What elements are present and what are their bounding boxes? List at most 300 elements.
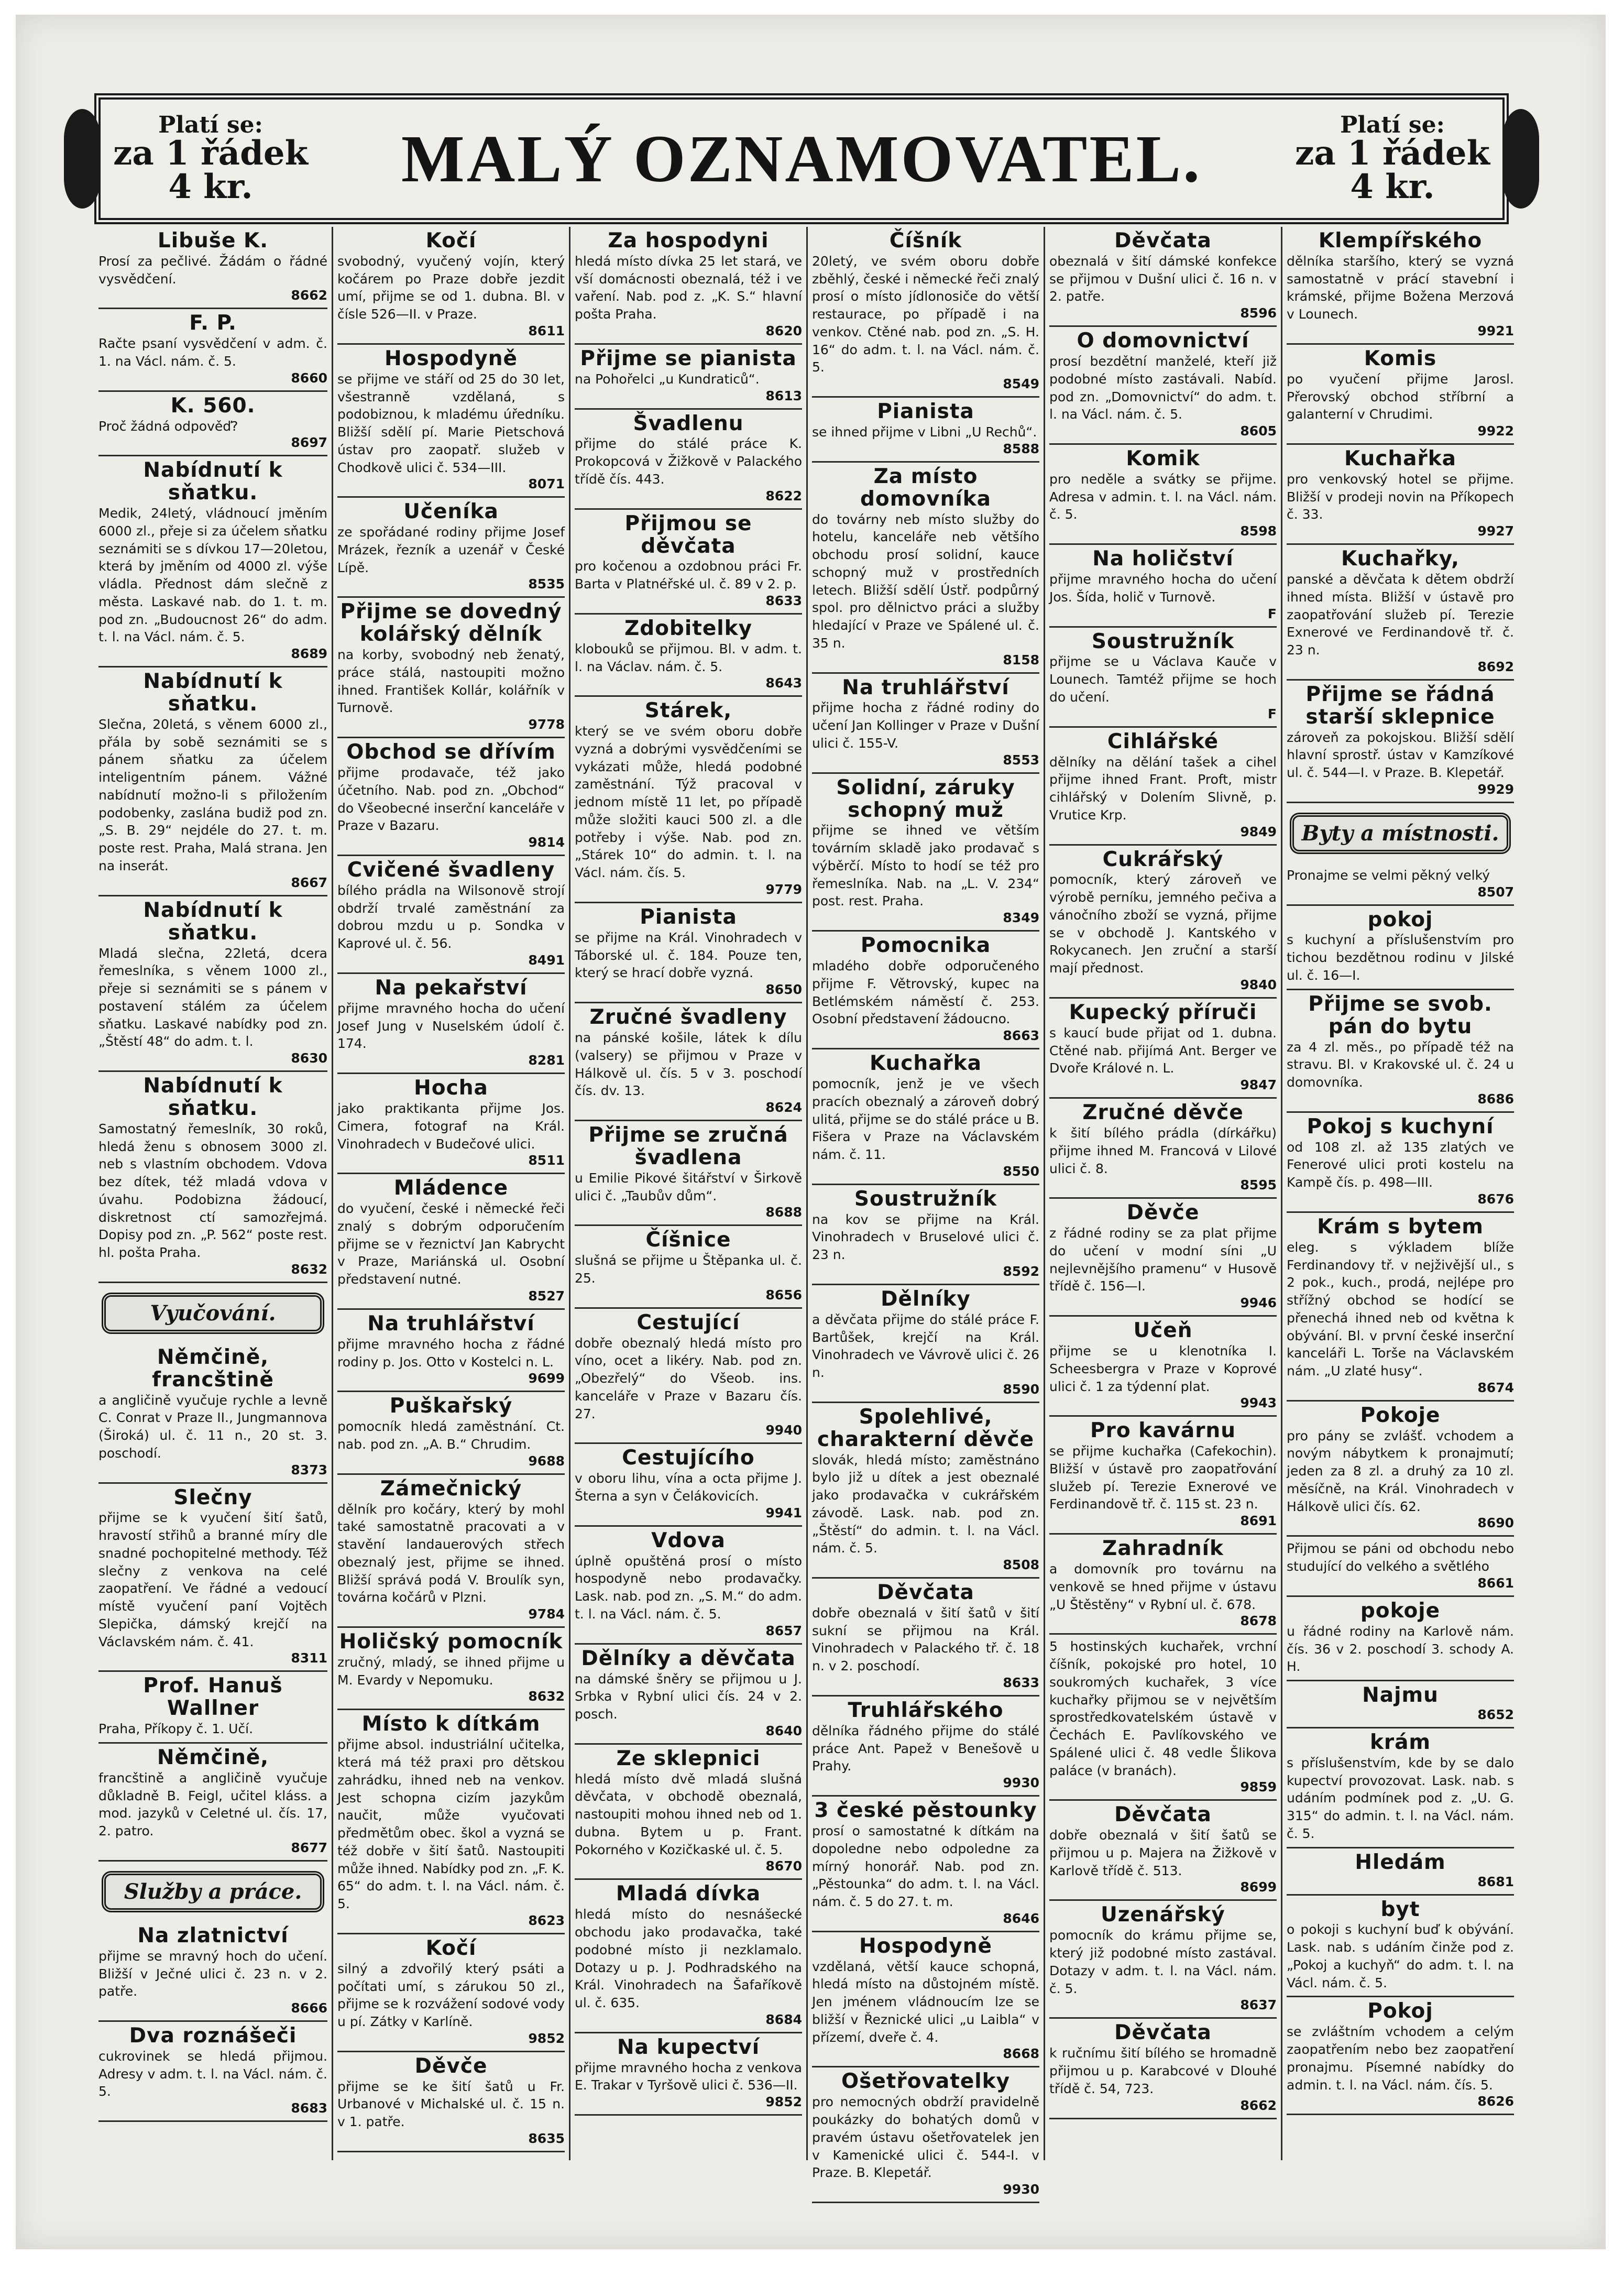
ad-heading: Děvčata (1114, 2021, 1212, 2045)
ad-number: 8622 (765, 488, 802, 504)
ad-text: Přijmou se páni od obchodu nebo studující do velkého a světlého (1287, 1541, 1514, 1574)
ad-heading: Němčině, francštině (152, 1345, 274, 1392)
ad-number: 8632 (528, 1689, 565, 1704)
classified-ad (1049, 545, 1277, 627)
ad-text: úplně opuštěná prosí o místo hospodyně nebo prodavačky. Lask. nab. pod zn. „S. M.“ do adm. t. l. na Václ. nám. č. 5. (575, 1553, 802, 1622)
classified-ad (98, 309, 327, 391)
ad-number: 8630 (291, 1051, 327, 1066)
ad-number: 8349 (1003, 910, 1039, 926)
classified-ad (812, 1932, 1039, 2068)
ad-text: k šití bílého prádla (dírkářku) přijme ihned M. Francová v Lilové ulici č. 8. (1049, 1125, 1277, 1176)
ad-text: mladého dobře odporučeného přijme F. Větrovský, kupec na Betlémském náměstí č. 253. Osobní představení žádoucno. (812, 958, 1039, 1027)
ad-number: 8511 (528, 1153, 565, 1168)
ad-text: přijme prodavače, též jako účetního. Nab. pod zn. „Obchod“ do Všeobecné inserční kanceláře v Praze v Bazaru. (337, 765, 565, 834)
ad-number: 8535 (528, 576, 565, 592)
ad-text: vzdělaná, větší kauce schopná, hledá místo na důstojném místě. Jen jménem vládnoucím lze se bližší v Řeznické ulici „u Laibla“ v přízemí, dveře č. 4. (812, 1958, 1039, 2045)
ad-number: 8507 (1477, 884, 1514, 900)
classified-ad (1049, 1199, 1277, 1317)
ad-column (94, 227, 332, 2160)
ad-text: dělníka řádného přijme do stálé práce Ant. Papež v Benešově u Prahy. (812, 1723, 1039, 1774)
classified-ad (1049, 445, 1277, 545)
ad-text: prosí o samostatné k dítkám na dopoledne nebo odpoledne za mírný honorář. Nab. pod zn. „Pěstounka“ do adm. t. l. na Václ. nám. č. 5 do 27. t. m. (812, 1823, 1039, 1909)
ad-text: s kaucí bude přijat od 1. dubna. Ctěné nab. přijímá Ant. Berger ve Dvoře Králové n. L. (1049, 1025, 1277, 1076)
classified-ad (575, 1645, 802, 1745)
classified-ad (1049, 1317, 1277, 1417)
classified-ad (1287, 1997, 1514, 2115)
ad-heading: Dva roznášeči (129, 2024, 297, 2048)
ad-text: přijme se u klenotníka I. Scheesbergra v Praze v Koprové ulici č. 1 za týdenní plat. (1049, 1343, 1277, 1394)
classified-ad (575, 697, 802, 903)
classified-ad (337, 2052, 565, 2152)
ad-text: na korby, svobodný neb ženatý, práce stálá, nastoupiti možno ihned. František Kollár, kolářník v Turnově. (337, 647, 565, 716)
ad-text: na dámské šněry se přijmou u J. Srbka v Rybní ulici čís. 24 v 2. posch. (575, 1671, 802, 1722)
ad-heading: Obchod se dřívím (346, 740, 556, 764)
ad-number: 9941 (765, 1505, 802, 1520)
ad-number: 8670 (765, 1858, 802, 1874)
ad-heading: Děvče (1126, 1201, 1200, 1225)
ad-number: 8626 (1477, 2094, 1514, 2109)
ad-number: 9814 (528, 835, 565, 850)
ad-heading: Děvče (414, 2054, 488, 2078)
ad-text: přijme se ke šití šatů u Fr. Urbanové v Michalské ul. č. 15 n. v 1. patře. (337, 2078, 565, 2130)
ad-text: přijme hocha z řádné rodiny do učení Jan Kollinger v Praze v Dušní ulici č. 155-V. (812, 700, 1039, 751)
ad-number: 9943 (1240, 1395, 1277, 1411)
ad-number: 8624 (765, 1100, 802, 1115)
ad-number: 9940 (765, 1423, 802, 1438)
ad-text: slovák, hledá místo; zaměstnáno bylo již u dítek a jest obeznalé jako prodavačka v cukrářském závodě. Lask. nab. pod zn. „Štěstí“ do admin. t. l. na Václ. nám. č. 5. (812, 1452, 1039, 1556)
ad-heading: Klempířského (1318, 229, 1483, 253)
classified-ad (575, 1444, 802, 1526)
ad-text: Slečna, 20letá, s věnem 6000 zl., přála by sobě seznámiti se s pánem sňatku za účelem inteligentním pánem. Vážné nabídnutí možno-li s přiložením podobenky, zaslána budiž pod zn. „S. B. 29“ nejdéle do 27. t. m. poste rest. Praha, Malá strana. Jen na inserát. (98, 716, 327, 873)
ad-text: a děvčata přijme do stálé práce F. Bartůšek, krejčí na Král. Vinohradech ve Vávrově ulici č. 26 n. (812, 1311, 1039, 1381)
classified-ad (1287, 1728, 1514, 1848)
ad-number: 8620 (765, 323, 802, 338)
ad-number: 8633 (765, 593, 802, 608)
ad-text: 20letý, ve svém oboru dobře zběhlý, české i německé řeči znalý prosí o místo jídlonosiče do větší restaurace, po případě i na venkov. Ctěné nab. pod zn. „S. H. 16“ do adm. t. l. na Václ. nám. č. 5. (812, 253, 1039, 375)
ad-text: dělník pro kočáry, který by mohl také samostatně pracovati a v stavění landauerových střech obeznalý jest, přijme se ihned. Bližší správá podá V. Broulík syn, továrna kočárů v Plzni. (337, 1501, 565, 1605)
ad-heading: Kuchařka (1344, 447, 1456, 471)
classified-ad (575, 410, 802, 510)
ad-text: u Emilie Pikové šitářství v Širkově ulici č. „Taubův dům“. (575, 1170, 802, 1203)
classified-ad (812, 1579, 1039, 1697)
ad-text: Mladá slečna, 22letá, dcera řemeslníka, s věnem 1000 zl., přeje si seznámiti se s pánem v postavení stálém za účelem sňatku. Laskavé nabídky pod zn. „Štěstí 48“ do adm. t. l. (98, 945, 327, 1049)
ad-number: 8692 (1477, 659, 1514, 674)
classified-ad (1049, 1099, 1277, 1199)
classified-ad (812, 398, 1039, 463)
ad-text: po vyučení přijme Jarosl. Přerovský obchod stříbrní a galanterní v Chrudimi. (1287, 371, 1514, 422)
ad-heading: Prof. Hanuš Wallner (143, 1674, 283, 1721)
ad-heading: Zručné švadleny (589, 1005, 787, 1030)
ad-heading: Pokoj (1367, 1999, 1433, 2023)
section-heading: Služby a práce. (102, 1871, 324, 1912)
ad-text: pro pány se zvlášť. vchodem a novým nábytkem k pronajmutí; jeden za 8 zl. a druhý za 10 zl. měsíčně, na Král. Vinohradech v Hálkově ulici čís. 62. (1287, 1428, 1514, 1514)
ad-text: přijme se u Václava Kauče v Lounech. Tamtéž přijme se hoch do učení. (1049, 654, 1277, 705)
classified-ad (575, 1121, 802, 1226)
ad-number: 9921 (1477, 323, 1514, 338)
classified-ad (812, 227, 1039, 398)
ad-heading: Mládence (393, 1176, 509, 1200)
ad-heading: Soustružník (1091, 629, 1235, 653)
ad-number: 8071 (528, 476, 565, 492)
ad-heading: Na zlatnictví (137, 1923, 289, 1947)
classified-ad (98, 456, 327, 668)
ad-heading: Slečny (173, 1485, 253, 1509)
ad-text: se ihned přijme v Libni „U Rechů“. (812, 424, 1037, 440)
ad-number: 9930 (1003, 2182, 1039, 2197)
ad-heading: Děvčata (1114, 229, 1212, 253)
ad-text: pomocník hledá zaměstnání. Ct. nab. pod zn. „A. B.“ Chrudim. (337, 1419, 565, 1452)
ad-text: přijme mravného hocha do učení Jos. Šída, holič v Turnově. (1049, 572, 1277, 605)
ad-number: 9840 (1240, 977, 1277, 992)
ad-number: 8666 (291, 2000, 327, 2016)
classified-ad (337, 1174, 565, 1310)
ad-text: přijme mravného hocha z venkova E. Trakar v Tyršově ulici č. 536—II. (575, 2060, 802, 2093)
classified-ad (1287, 990, 1514, 1113)
ad-heading: Najmu (1362, 1683, 1439, 1708)
ad-heading: Na holičství (1092, 547, 1234, 571)
ad-number: 8668 (1003, 2046, 1039, 2062)
classified-ad (1049, 628, 1277, 728)
classified-ad (1287, 681, 1514, 803)
classified-ad (575, 1003, 802, 1121)
ad-text: Samostatný řemeslník, 30 roků, hledá ženu s obnosem 3000 zl. neb s vlastním obchodem. Vdova bez dítek, též mladá vdova v úvahu. Podobizna žádoucí, diskretnost ctí samozřejmá. Dopisy pod zn. „P. 562“ poste rest. hl. pošta Praha. (98, 1121, 327, 1261)
ad-number: 9852 (528, 2030, 565, 2046)
ad-text: přijme se mravný hoch do učení. Bližší v Ječné ulici č. 23 n. v 2. patře. (98, 1948, 327, 1999)
section-heading: Byty a místnosti. (1290, 813, 1511, 854)
price-note-right-line1: Platí se: (1340, 112, 1445, 138)
ad-number: 9699 (528, 1371, 565, 1386)
classified-ad (337, 1628, 565, 1710)
ad-heading: Zámečnický (380, 1476, 522, 1501)
ad-number: 8605 (1240, 423, 1277, 439)
ad-number: 8662 (291, 288, 327, 303)
ad-heading: Libuše K. (157, 229, 269, 253)
ad-number: 8643 (765, 675, 802, 691)
ad-heading: pokoj (1367, 907, 1433, 932)
ad-number: F (1267, 706, 1277, 721)
ad-text: eleg. s výkladem blíže Ferdinandovy tř. v nejživější ul., s 2 pok., kuch., prodá, nejlépe pro střížný obchod se hodící se přenechá ihned neb od května k obývání. Bl. v první české inserční kanceláři L. Torše na Václavském nám. „U zlaté husy“. (1287, 1239, 1514, 1379)
classified-ad (1287, 1848, 1514, 1896)
ad-heading: Mladá dívka (616, 1882, 761, 1906)
ad-number: 9852 (765, 2094, 802, 2110)
ad-text: u řádné rodiny na Karlově nám. čís. 36 v 2. poschodí 3. schody A. H. (1287, 1623, 1514, 1675)
ad-text: prosí bezdětní manželé, kteří již podobné místo zastávali. Nabíd. pod zn. „Domovnictví“ do adm. t. l. na Václ. nám. č. 5. (1049, 354, 1277, 422)
ad-text: 5 hostinských kuchařek, vrchní číšník, pokojské pro hotel, 10 soukromých kuchařek, 3 více kuchařky přijmou se v největším sprostředkovatelském ústavě v Čechách E. Pavlíkovského ve Spálené ulici č. 48 vedle Šlikova paláce (v branách). (1049, 1639, 1277, 1778)
ad-number: 8611 (528, 323, 565, 338)
classified-ad (1049, 999, 1277, 1099)
ad-number: 8549 (1003, 376, 1039, 392)
ad-number: 9688 (528, 1453, 565, 1469)
newspaper-page (16, 15, 1606, 2249)
ad-number: 8688 (765, 1205, 802, 1220)
classified-ad (337, 1310, 565, 1392)
ad-heading: pokoje (1360, 1599, 1441, 1623)
ad-text: cukrovinek se hledá přijmou. Adresy v adm. t. l. na Václ. nám. č. 5. (98, 2048, 327, 2099)
classified-ad (98, 1343, 327, 1484)
classified-ad (575, 903, 802, 1003)
ad-number: 8663 (1003, 1028, 1039, 1044)
ad-text: zároveň za pokojskou. Bližší sdělí hlavní sprostř. ústav v Kamzíkové ul. č. 544—I. v Praze. B. Klepetář. (1287, 729, 1514, 781)
ad-heading: Děvčata (1114, 1803, 1212, 1827)
ad-number: 8686 (1477, 1091, 1514, 1107)
ad-number: 9929 (1477, 781, 1514, 797)
classified-ad (812, 2067, 1039, 2203)
ad-number: 9927 (1477, 523, 1514, 539)
ad-number: 9946 (1240, 1295, 1277, 1311)
ad-text: pro venkovský hotel se přijme. Bližší v prodeji novin na Příkopech č. 33. (1287, 471, 1514, 522)
classified-ad (337, 1074, 565, 1174)
classified-ad (337, 856, 565, 974)
ad-heading: Děvčata (877, 1581, 974, 1605)
classified-ad (1287, 1597, 1514, 1681)
ad-text: svobodný, vyučený vojín, který kočárem po Praze dobře jezdit umí, přijme se od 1. dubna. Bl. v čísle 526—II. v Praze. (337, 253, 565, 322)
ad-number: 8661 (1477, 1575, 1514, 1591)
classified-ad (812, 1285, 1039, 1403)
ad-heading: Uzenářský (1101, 1903, 1225, 1927)
ad-heading: Na pekařství (375, 976, 528, 1000)
ad-text: panské a děvčata k dětem obdrží ihned místa. Bližší v ústavě pro zaopatřování služeb pí. Terezie Exnerové ve Ferdinandově tř. č. 23 n. (1287, 572, 1514, 658)
classified-ad (337, 498, 565, 598)
classified-ad (98, 1744, 327, 1862)
classified-ad (1049, 846, 1277, 999)
ad-heading: Hledám (1355, 1850, 1446, 1874)
ad-columns (94, 227, 1519, 2197)
ad-number: 8683 (291, 2100, 327, 2116)
ad-number: 8676 (1477, 1191, 1514, 1207)
ad-heading: Zdobitelky (624, 616, 753, 640)
ad-number: 8550 (1003, 1163, 1039, 1179)
ad-heading: Holičský pomocník (339, 1630, 563, 1654)
price-note-left (101, 114, 321, 204)
ad-text: dobře obeznalá v šití šatů se přijmou u p. Majera na Žižkově v Karlově třídě č. 513. (1049, 1828, 1277, 1878)
ad-text: klobouků se přijmou. Bl. v adm. t. l. na Václav. nám. č. 5. (575, 641, 802, 674)
ad-text: přijme mravného hocha do učení Josef Jung v Nuselském údolí č. 174. (337, 1000, 565, 1052)
ad-heading: Cukrářský (1102, 847, 1224, 871)
classified-ad (98, 392, 327, 457)
ad-column (569, 227, 806, 2160)
ad-text: zručný, mladý, se ihned přijme u M. Evardy v Nepomuku. (337, 1654, 565, 1688)
classified-ad (98, 1072, 327, 1283)
ad-text: na Pohořelci „u Kundraticů“. (575, 371, 760, 387)
ad-text: a angličině vyučuje rychle a levně C. Conrat v Praze II., Jungmannova (Široká) ul. č. 11 n., 20 st. 3. poschodí. (98, 1392, 327, 1461)
ad-number: 8595 (1240, 1177, 1277, 1193)
classified-ad (1287, 1402, 1514, 1537)
ad-text: ze spořádané rodiny přijme Josef Mrázek, řezník a uzenář v České Lípě. (337, 524, 565, 575)
ad-number: 8311 (291, 1650, 327, 1666)
ad-text: bílého prádla na Wilsonově strojí obdrží trvalé zaměstnání za dobrou mzdu u p. Sondka v Kaprové ul. č. 56. (337, 882, 565, 951)
ad-heading: Ze sklepnici (616, 1746, 761, 1770)
ad-text: pro kočenou a ozdobnou práci Fr. Barta v Platnéřské ul. č. 89 v 2. p. (575, 559, 802, 592)
ad-text: do vyučení, české i německé řeči znalý s dobrým odporučením přijme se v řeznictví Jan Kabrycht v Praze, Mariánská ul. Osobní představení nutné. (337, 1201, 565, 1287)
ad-text: dělníky na dělání tašek a cihel přijme ihned Frant. Proft, mistr cihlářský v Dolením Slivně, p. Vrutice Krp. (1049, 754, 1277, 823)
ad-number: 8640 (765, 1723, 802, 1738)
ad-heading: Místo k dítkám (361, 1712, 541, 1736)
classified-ad (337, 345, 565, 498)
ad-text: přijme se k vyučení šití šatů, hravostí střihů a branné míry dle snadné pochopitelné methody. Též slečny z venkova na celé zaopatření. Ve řádné a vedoucí místě vyučení paní Vojtěch Slepička, dámský krejčí na Václavském nám. č. 41. (98, 1510, 327, 1649)
ad-heading: Němčině, (157, 1746, 269, 1769)
classified-ad (98, 1922, 327, 2022)
ad-text: v oboru lihu, vína a octa přijme J. Šterna a syn v Čelákovicích. (575, 1471, 802, 1504)
classified-ad (1049, 728, 1277, 846)
ad-heading: Dělníky a děvčata (581, 1646, 796, 1670)
ad-heading: Cihlářské (1107, 729, 1219, 753)
classified-ad (575, 510, 802, 615)
ad-heading: Zahradník (1102, 1537, 1224, 1561)
price-note-left-line1: Platí se: (158, 112, 263, 138)
ad-column (1281, 227, 1518, 2160)
price-note-right-line2: za 1 řádek 4 kr. (1295, 134, 1490, 206)
ad-text: Pronajme se velmi pěkný velký (1287, 867, 1490, 883)
ad-number: 8613 (765, 388, 802, 403)
ad-heading: K. 560. (170, 393, 256, 418)
ad-heading: Přijme se pianista (580, 346, 797, 370)
ad-number: 8596 (1240, 305, 1277, 321)
ad-heading: Pokoj s kuchyní (1307, 1114, 1494, 1139)
ad-heading: Zručné děvče (1082, 1101, 1244, 1125)
ad-number: 8667 (291, 874, 327, 890)
classified-ad (812, 1697, 1039, 1797)
ad-number: 8635 (528, 2130, 565, 2146)
ad-number: 8646 (1003, 1910, 1039, 1926)
ad-number: 9859 (1240, 1779, 1277, 1795)
ad-heading: Komis (1364, 346, 1437, 370)
ad-heading: Cvičené švadleny (347, 858, 555, 882)
ad-text: Proč žádná odpověď? (98, 418, 238, 434)
ad-heading: Vdova (651, 1528, 726, 1552)
ad-number: 8699 (1240, 1879, 1277, 1895)
classified-ad (1049, 2019, 1277, 2119)
ad-text: jako praktikanta přijme Jos. Cimera, fotograf na Král. Vinohradech v Budečové ulici. (337, 1101, 565, 1152)
ad-number: 9922 (1477, 423, 1514, 439)
ad-heading: Na kupectví (617, 2035, 760, 2059)
classified-ad (1287, 345, 1514, 445)
ad-heading: Krám s bytem (1317, 1214, 1484, 1239)
ad-heading: Ošetřovatelky (841, 2070, 1011, 2094)
ad-number: 8373 (291, 1462, 327, 1478)
ad-number: 8674 (1477, 1380, 1514, 1395)
ad-heading: krám (1369, 1730, 1431, 1754)
ad-text: Praha, Příkopy č. 1. Učí. (98, 1721, 254, 1737)
ad-text: který se ve svém oboru dobře vyzná a dobrými vysvědčeními se vykázati může, hledá podobné zaměstnání. Týž pracoval v jednom místě 11 let, po případě může složiti kauci 500 zl. a dle potřeby i výše. Nab. pod zn. „Stárek 10“ do admin. t. l. na Václ. nám. čís. 5. (575, 724, 802, 881)
ad-number: 8684 (765, 2011, 802, 2027)
classified-ad (575, 2033, 802, 2116)
classified-ad (1049, 1635, 1277, 1801)
ad-number: 9778 (528, 717, 565, 732)
ad-number: 8590 (1003, 1381, 1039, 1397)
ad-text: dobře obeznalý hledá místo pro víno, ocet a likéry. Nab. pod zn. „Obezřelý“ do Všeob. ins. kanceláře v Praze v Bazaru čís. 27. (575, 1335, 802, 1421)
ad-text: pomocník, který zároveň ve výrobě perníku, jemného pečiva a vánočního zboží se vyzná, přijme se v obchodě J. Kantského v Rokycanech. Jen zruční a starší mají přednost. (1049, 872, 1277, 976)
classified-ad (1049, 227, 1277, 327)
ad-heading: Přijme se dovedný kolářský dělník (340, 600, 562, 647)
classified-ad (575, 345, 802, 410)
ad-text: přijme mravného hocha z řádné rodiny p. Jos. Otto v Kostelci n. L. (337, 1336, 565, 1370)
ad-text: francštině a angličině vyučuje důkladně B. Feigl, učitel kláss. a mod. jazyků v Celetné ul. čís. 17, 2. patro. (98, 1770, 327, 1839)
classified-ad (1287, 1113, 1514, 1213)
ad-text: hledá místo do nesnášecké obchodu jako prodavačka, také podobné místo ji nezklamalo. Dotazy u p. J. Podhradského na Král. Vinohradech na Šafaříkově ul. č. 635. (575, 1907, 802, 2011)
ad-heading: Přijme se svob. pán do bytu (1308, 992, 1493, 1038)
classified-ad (1287, 227, 1514, 345)
ad-heading: Kočí (425, 1936, 477, 1960)
section-heading: Vyučování. (102, 1293, 324, 1334)
ad-number: 8650 (765, 982, 802, 998)
classified-ad (337, 1710, 565, 1934)
price-note-left-line2: za 1 řádek 4 kr. (113, 134, 308, 206)
ad-number: 8553 (1003, 752, 1039, 768)
ad-heading: Za místo domovníka (860, 464, 991, 511)
classified-ad (1287, 545, 1514, 681)
ad-text: Medik, 24letý, vládnoucí jměním 6000 zl., přeje si za účelem sňatku seznámiti se s dívkou 17—20letou, která by jměním od 4000 zl. výše vládla. Přednost dám slečně z města. Laskavé nab. do 1. t. m. pod zn. „Budoucnost 26“ do adm. t. l. na Václ. nám. č. 5. (98, 506, 327, 645)
classified-ad (1049, 1901, 1277, 2019)
classified-ad (812, 932, 1039, 1049)
classified-ad (575, 1309, 802, 1445)
classified-ad (575, 227, 802, 345)
ad-number: 8527 (528, 1288, 565, 1304)
ad-heading: Truhlářského (848, 1698, 1004, 1722)
classified-ad (1049, 327, 1277, 445)
classifieds-banner (94, 93, 1509, 224)
classified-ad (98, 227, 327, 309)
ad-number: 8656 (765, 1287, 802, 1303)
ad-number: 8657 (765, 1623, 802, 1638)
classified-ad (337, 1934, 565, 2052)
classified-ad (575, 615, 802, 697)
ad-number: 8689 (291, 646, 327, 662)
ad-number: 8677 (291, 1840, 327, 1855)
ad-text: se přijme kuchařka (Cafekochin). Bližší v ústavě pro zaopatřování služeb pí. Terezie Exnerové ve Ferdinandově tř. č. 115 st. 23 n. (1049, 1443, 1277, 1512)
ad-heading: Pomocnika (860, 934, 991, 958)
ad-text: přijme do stálé práce K. Prokopcová v Žižkově v Palackého třídě čís. 443. (575, 436, 802, 487)
ad-column (806, 227, 1044, 2197)
ad-heading: byt (1380, 1897, 1420, 1921)
ad-text: hledá místo dvě mladá slušná děvčata, v obchodě obeznalá, nastoupiti mohou ihned neb od 1. dubna. Bytem u p. Frant. Pokorného v Kozičkaské ul. č. 5. (575, 1771, 802, 1857)
ad-text: s kuchyní a příslušenstvím pro tichou bezdětnou rodinu v Jilské ul. č. 16—I. (1287, 932, 1514, 983)
classified-ad (812, 1403, 1039, 1579)
ad-heading: Číšnice (645, 1228, 731, 1252)
ad-heading: Kočí (425, 229, 477, 253)
classified-ad (98, 668, 327, 896)
classified-ad (1287, 1213, 1514, 1402)
ad-heading: Číšník (889, 229, 962, 253)
classified-ad (1287, 1537, 1514, 1597)
ad-heading: Pokoje (1360, 1403, 1441, 1427)
ad-number: 8623 (528, 1912, 565, 1928)
ad-number: 8491 (528, 952, 565, 968)
classified-ad (812, 1185, 1039, 1285)
classified-ad (1049, 1417, 1277, 1535)
ad-number: 9784 (528, 1606, 565, 1622)
ad-text: pomocník, jenž je ve všech pracích obeznalý a zároveň dobrý ulitá, přijme se do stálé práce u B. Fišera v Praze na Václavském nám. č. 11. (812, 1076, 1039, 1163)
ad-text: přijme absol. industriální učitelka, která má též praxi pro dětskou zahrádku, ihned neb na venkov. Jest schopna cizím jazykům naučit, může vyučovati předmětům obec. škol a vyzná se též dobře v šití šatů. Nastoupiti může ihned. Nabídky pod zn. „F. K. 65“ do adm. t. l. na Václ. nám. č. 5. (337, 1737, 565, 1912)
classified-ad (337, 1392, 565, 1474)
classified-ad (1287, 863, 1514, 906)
classified-ad (337, 974, 565, 1074)
classified-ad (98, 1672, 327, 1744)
classified-ad (1287, 445, 1514, 545)
ad-text: Prosí za pečlivé. Žádám o řádné vysvědčení. (98, 253, 327, 287)
ad-number: 9849 (1240, 824, 1277, 839)
classified-ad (98, 2022, 327, 2122)
ad-number: 8637 (1240, 1997, 1277, 2013)
ad-heading: Kuchařky, (1341, 547, 1460, 571)
ad-number: 8690 (1477, 1515, 1514, 1531)
classified-ad (812, 1049, 1039, 1185)
classified-ad (337, 1475, 565, 1628)
classified-ad (812, 463, 1039, 674)
ad-heading: Stárek, (644, 699, 732, 723)
ad-number: 8681 (1477, 1874, 1514, 1889)
ad-number: 9930 (1003, 1775, 1039, 1791)
ad-heading: Nabídnutí k sňatku. (143, 670, 283, 716)
